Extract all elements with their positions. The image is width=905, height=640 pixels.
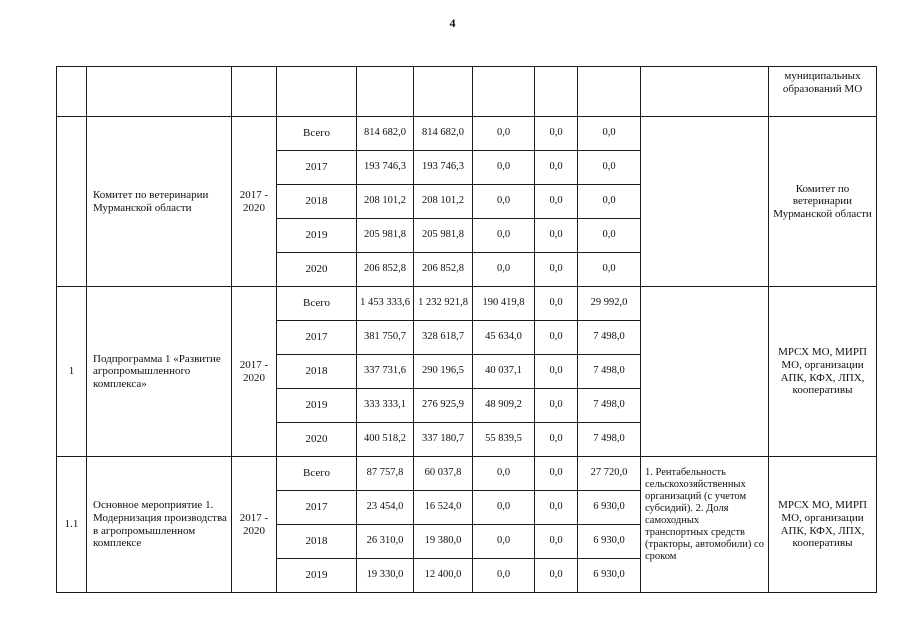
item-name: Подпрограмма 1 «Развитие агропромышленного комплекса»: [87, 287, 232, 457]
value-cell: 193 746,3: [414, 151, 473, 185]
value-cell: 337 180,7: [414, 423, 473, 457]
value-cell: 7 498,0: [578, 321, 641, 355]
value-cell: 45 634,0: [473, 321, 535, 355]
value-cell: 0,0: [473, 491, 535, 525]
executor-header-cell: муниципальных образований МО: [769, 67, 877, 117]
value-cell: 205 981,8: [414, 219, 473, 253]
value-cell: 0,0: [473, 457, 535, 491]
value-cell: 0,0: [473, 559, 535, 593]
value-cell: 0,0: [535, 525, 578, 559]
funding-table: [56, 66, 877, 593]
value-cell: 6 930,0: [578, 559, 641, 593]
item-name: Основное мероприятие 1. Модернизация производства в агропромышленном комплексе: [87, 457, 232, 593]
item-period: 2017 - 2020: [232, 457, 277, 593]
year-label: 2018: [277, 185, 357, 219]
item-period: 2017 - 2020: [232, 117, 277, 287]
executor-cell: Комитет по ветеринарии Мурманской области: [769, 117, 877, 287]
year-label: 2018: [277, 355, 357, 389]
value-cell: 0,0: [535, 151, 578, 185]
value-cell: 0,0: [473, 525, 535, 559]
continuation-header-row: [57, 67, 877, 117]
value-cell: 0,0: [578, 219, 641, 253]
value-cell: 208 101,2: [414, 185, 473, 219]
value-cell: 0,0: [578, 253, 641, 287]
value-cell: 205 981,8: [357, 219, 414, 253]
header-cell: [57, 67, 87, 117]
value-cell: 48 909,2: [473, 389, 535, 423]
value-cell: 0,0: [535, 219, 578, 253]
header-cell: [277, 67, 357, 117]
value-cell: 814 682,0: [357, 117, 414, 151]
value-cell: 7 498,0: [578, 423, 641, 457]
value-cell: 814 682,0: [414, 117, 473, 151]
value-cell: 0,0: [535, 491, 578, 525]
value-cell: 381 750,7: [357, 321, 414, 355]
value-cell: 0,0: [578, 185, 641, 219]
header-cell: [641, 67, 769, 117]
indicator-cell: [641, 287, 769, 457]
item-number: 1.1: [57, 457, 87, 593]
value-cell: 206 852,8: [357, 253, 414, 287]
header-cell: [232, 67, 277, 117]
value-cell: 190 419,8: [473, 287, 535, 321]
value-cell: 0,0: [473, 253, 535, 287]
value-cell: 193 746,3: [357, 151, 414, 185]
table-row: [57, 457, 877, 491]
table-row: [57, 287, 877, 321]
value-cell: 0,0: [535, 117, 578, 151]
value-cell: 0,0: [535, 253, 578, 287]
value-cell: 6 930,0: [578, 491, 641, 525]
header-cell: [414, 67, 473, 117]
value-cell: 0,0: [473, 151, 535, 185]
value-cell: 0,0: [535, 423, 578, 457]
value-cell: 6 930,0: [578, 525, 641, 559]
value-cell: 40 037,1: [473, 355, 535, 389]
value-cell: 1 453 333,6: [357, 287, 414, 321]
year-label: 2019: [277, 389, 357, 423]
value-cell: 19 380,0: [414, 525, 473, 559]
value-cell: 27 720,0: [578, 457, 641, 491]
indicator-cell: [641, 117, 769, 287]
value-cell: 0,0: [473, 219, 535, 253]
value-cell: 7 498,0: [578, 389, 641, 423]
year-label: 2019: [277, 219, 357, 253]
value-cell: 0,0: [578, 151, 641, 185]
value-cell: 87 757,8: [357, 457, 414, 491]
value-cell: 7 498,0: [578, 355, 641, 389]
table-row: [57, 117, 877, 151]
value-cell: 0,0: [578, 117, 641, 151]
year-label: 2019: [277, 559, 357, 593]
value-cell: 0,0: [473, 117, 535, 151]
value-cell: 0,0: [535, 355, 578, 389]
value-cell: 23 454,0: [357, 491, 414, 525]
value-cell: 276 925,9: [414, 389, 473, 423]
value-cell: 0,0: [535, 457, 578, 491]
value-cell: 0,0: [535, 559, 578, 593]
year-label: Всего: [277, 117, 357, 151]
value-cell: 333 333,1: [357, 389, 414, 423]
value-cell: 60 037,8: [414, 457, 473, 491]
executor-cell: МРСХ МО, МИРП МО, организации АПК, КФХ, ЛПХ, кооперативы: [769, 457, 877, 593]
year-label: 2017: [277, 491, 357, 525]
item-number: 1: [57, 287, 87, 457]
value-cell: 29 992,0: [578, 287, 641, 321]
value-cell: 0,0: [535, 389, 578, 423]
indicator-cell: 1. Рентабельность сельскохозяйственных организаций (с учетом субсидий). 2. Доля самоходных транспортных средств (тракторы, автомобили) со сроком: [641, 457, 769, 593]
value-cell: 55 839,5: [473, 423, 535, 457]
year-label: 2018: [277, 525, 357, 559]
value-cell: 328 618,7: [414, 321, 473, 355]
value-cell: 400 518,2: [357, 423, 414, 457]
value-cell: 0,0: [473, 185, 535, 219]
item-name: Комитет по ветеринарии Мурманской области: [87, 117, 232, 287]
value-cell: 206 852,8: [414, 253, 473, 287]
value-cell: 0,0: [535, 321, 578, 355]
header-cell: [535, 67, 578, 117]
value-cell: 26 310,0: [357, 525, 414, 559]
value-cell: 19 330,0: [357, 559, 414, 593]
item-period: 2017 - 2020: [232, 287, 277, 457]
value-cell: 0,0: [535, 185, 578, 219]
header-cell: [87, 67, 232, 117]
year-label: Всего: [277, 287, 357, 321]
year-label: 2020: [277, 253, 357, 287]
page-number: 4: [449, 16, 456, 30]
value-cell: 337 731,6: [357, 355, 414, 389]
value-cell: 16 524,0: [414, 491, 473, 525]
year-label: 2017: [277, 321, 357, 355]
header-cell: [578, 67, 641, 117]
header-cell: [473, 67, 535, 117]
value-cell: 1 232 921,8: [414, 287, 473, 321]
value-cell: 208 101,2: [357, 185, 414, 219]
value-cell: 12 400,0: [414, 559, 473, 593]
year-label: Всего: [277, 457, 357, 491]
header-cell: [357, 67, 414, 117]
item-number: [57, 117, 87, 287]
year-label: 2017: [277, 151, 357, 185]
year-label: 2020: [277, 423, 357, 457]
value-cell: 290 196,5: [414, 355, 473, 389]
value-cell: 0,0: [535, 287, 578, 321]
executor-cell: МРСХ МО, МИРП МО, организации АПК, КФХ, ЛПХ, кооперативы: [769, 287, 877, 457]
